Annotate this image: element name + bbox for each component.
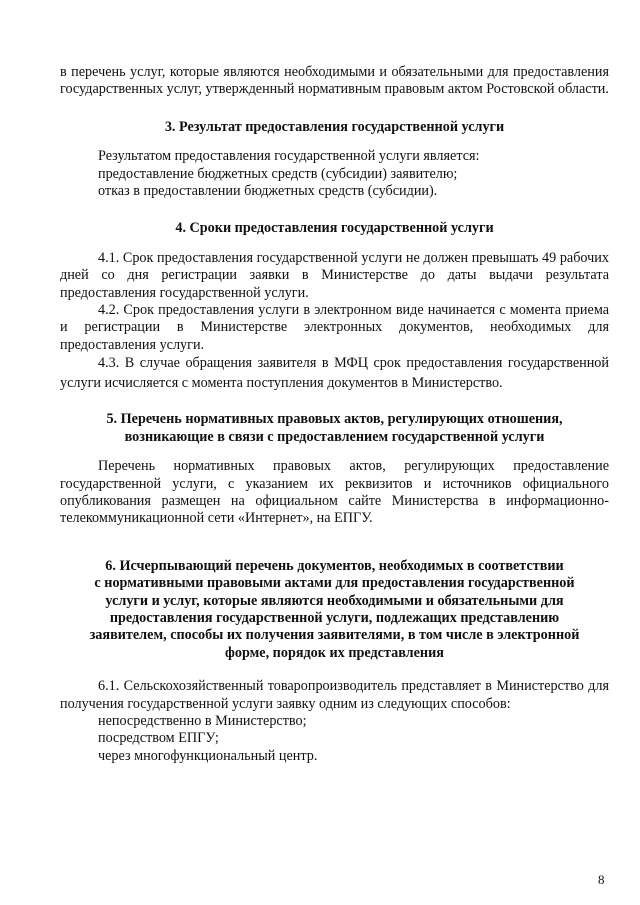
section-4-title: 4. Сроки предоставления государственной услуги xyxy=(175,220,494,237)
section-6-title-line-3: услуги и услуг, которые являются необходимыми и обязательными для xyxy=(105,592,564,609)
section-4-paragraph-3: 4.3. В случае обращения заявителя в МФЦ срок предоставления государственной услуги исчисляется с момента поступления документов в Министерство. xyxy=(60,355,609,391)
section-5-title xyxy=(60,411,609,446)
section-3-line-2: предоставление бюджетных средств (субсидии) заявителю; xyxy=(98,165,458,182)
section-4-paragraph-2: 4.2. Срок предоставления услуги в электронном виде начинается с момента приема и регистрации в Министерстве электронных документов, необходимых для предоставления услуги. xyxy=(60,302,609,353)
intro-paragraph: в перечень услуг, которые являются необходимыми и обязательными для предоставления государственных услуг, утвержденный нормативным правовым актом Ростовской области. xyxy=(60,64,609,98)
section-6-title-line-4: предоставления государственной услуги, подлежащих представлению xyxy=(109,609,560,626)
section-6-item-3: через многофункциональный центр. xyxy=(98,747,318,764)
section-5-paragraph-1: Перечень нормативных правовых актов, регулирующих предоставление государственной услуги, с указанием их реквизитов и источников официального опубликования размещен на официальном сайте Министерства в информационно-телекоммуникационной сети «Интернет», на ЕПГУ. xyxy=(60,458,609,527)
section-6-item-2: посредством ЕПГУ; xyxy=(98,730,219,747)
section-6-title-line-5: заявителем, способы их получения заявителями, в том числе в электронной xyxy=(89,627,580,644)
section-6-item-1: непосредственно в Министерство; xyxy=(98,712,307,729)
page-number: 8 xyxy=(598,872,605,887)
section-6-title-line-2: с нормативными правовыми актами для предоставления государственной xyxy=(94,575,575,592)
section-6-title xyxy=(60,558,609,662)
section-5-title-line-1: 5. Перечень нормативных правовых актов, регулирующих отношения, xyxy=(106,411,563,428)
section-5-title-line-2: возникающие в связи с предоставлением государственной услуги xyxy=(124,428,545,445)
section-3-line-1: Результатом предоставления государственной услуги является: xyxy=(98,148,480,165)
section-6-title-line-6: форме, порядок их представления xyxy=(225,644,444,661)
section-3-title: 3. Результат предоставления государственной услуги xyxy=(164,118,505,135)
page-content xyxy=(60,64,609,765)
section-6-title-line-1: 6. Исчерпывающий перечень документов, необходимых в соответствии xyxy=(105,557,564,574)
section-3-line-3: отказ в предоставлении бюджетных средств (субсидии). xyxy=(98,183,438,200)
section-4-paragraph-1: 4.1. Срок предоставления государственной услуги не должен превышать 49 рабочих дней со дня регистрации заявки в Министерстве до даты выдачи результата предоставления государственной услуги. xyxy=(60,249,609,301)
section-6-paragraph-1: 6.1. Сельскохозяйственный товаропроизводитель представляет в Министерство для получения государственной услуги заявку одним из следующих способов: xyxy=(60,678,609,712)
